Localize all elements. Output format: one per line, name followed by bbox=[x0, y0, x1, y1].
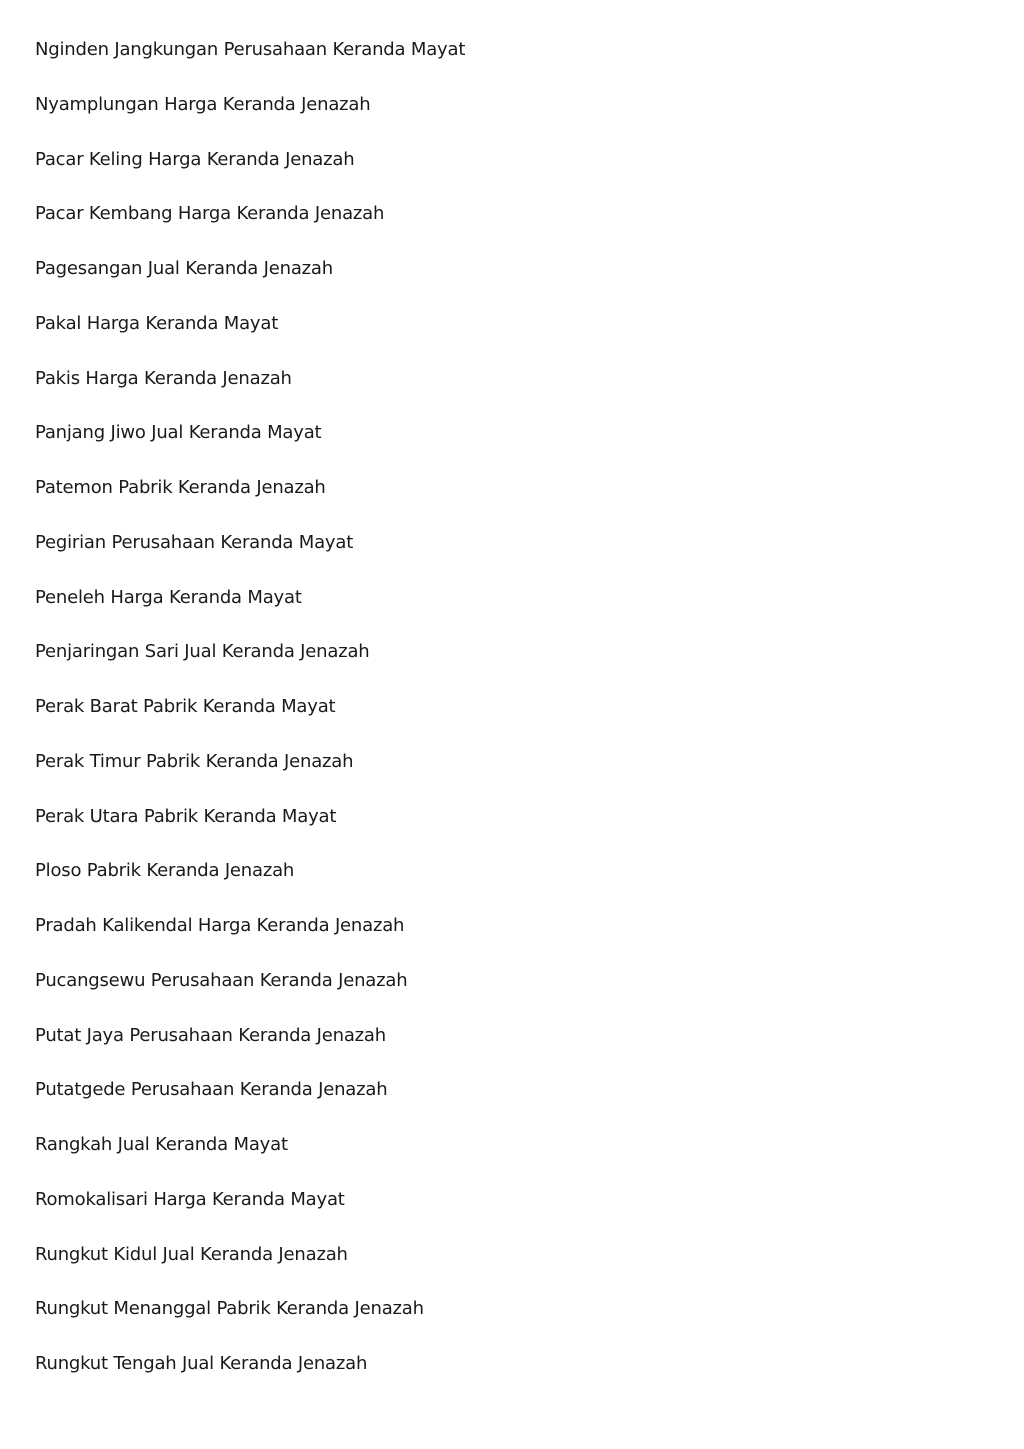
keyword-list bbox=[35, 36, 465, 1405]
list-item: Rungkut Menanggal Pabrik Keranda Jenazah bbox=[35, 1298, 424, 1320]
list-item: Putat Jaya Perusahaan Keranda Jenazah bbox=[35, 1024, 386, 1046]
list-item: Perak Utara Pabrik Keranda Mayat bbox=[35, 805, 337, 827]
list-item: Pegirian Perusahaan Keranda Mayat bbox=[35, 531, 354, 553]
list-item: Pakal Harga Keranda Mayat bbox=[35, 312, 279, 334]
list-item: Rangkah Jual Keranda Mayat bbox=[35, 1134, 288, 1155]
list-item: Nyamplungan Harga Keranda Jenazah bbox=[35, 93, 371, 115]
list-item: Pakis Harga Keranda Jenazah bbox=[35, 367, 292, 389]
list-item: Putatgede Perusahaan Keranda Jenazah bbox=[35, 1079, 388, 1101]
list-item: Romokalisari Harga Keranda Mayat bbox=[35, 1188, 345, 1210]
list-item: Peneleh Harga Keranda Mayat bbox=[35, 586, 302, 608]
list-item: Perak Barat Pabrik Keranda Mayat bbox=[35, 696, 336, 717]
list-item: Panjang Jiwo Jual Keranda Mayat bbox=[35, 422, 322, 444]
list-item: Pagesangan Jual Keranda Jenazah bbox=[35, 258, 333, 279]
list-item: Ploso Pabrik Keranda Jenazah bbox=[35, 860, 295, 882]
list-item: Pucangsewu Perusahaan Keranda Jenazah bbox=[35, 969, 408, 991]
list-item: Pacar Kembang Harga Keranda Jenazah bbox=[35, 203, 385, 225]
list-item: Penjaringan Sari Jual Keranda Jenazah bbox=[35, 641, 370, 663]
list-item: Perak Timur Pabrik Keranda Jenazah bbox=[35, 750, 354, 772]
list-item: Pacar Keling Harga Keranda Jenazah bbox=[35, 148, 355, 170]
list-item: Rungkut Tengah Jual Keranda Jenazah bbox=[35, 1353, 368, 1374]
list-item: Rungkut Kidul Jual Keranda Jenazah bbox=[35, 1243, 348, 1265]
list-item: Patemon Pabrik Keranda Jenazah bbox=[35, 477, 326, 498]
list-item: Pradah Kalikendal Harga Keranda Jenazah bbox=[35, 915, 405, 936]
list-item: Nginden Jangkungan Perusahaan Keranda Mayat bbox=[35, 39, 466, 60]
